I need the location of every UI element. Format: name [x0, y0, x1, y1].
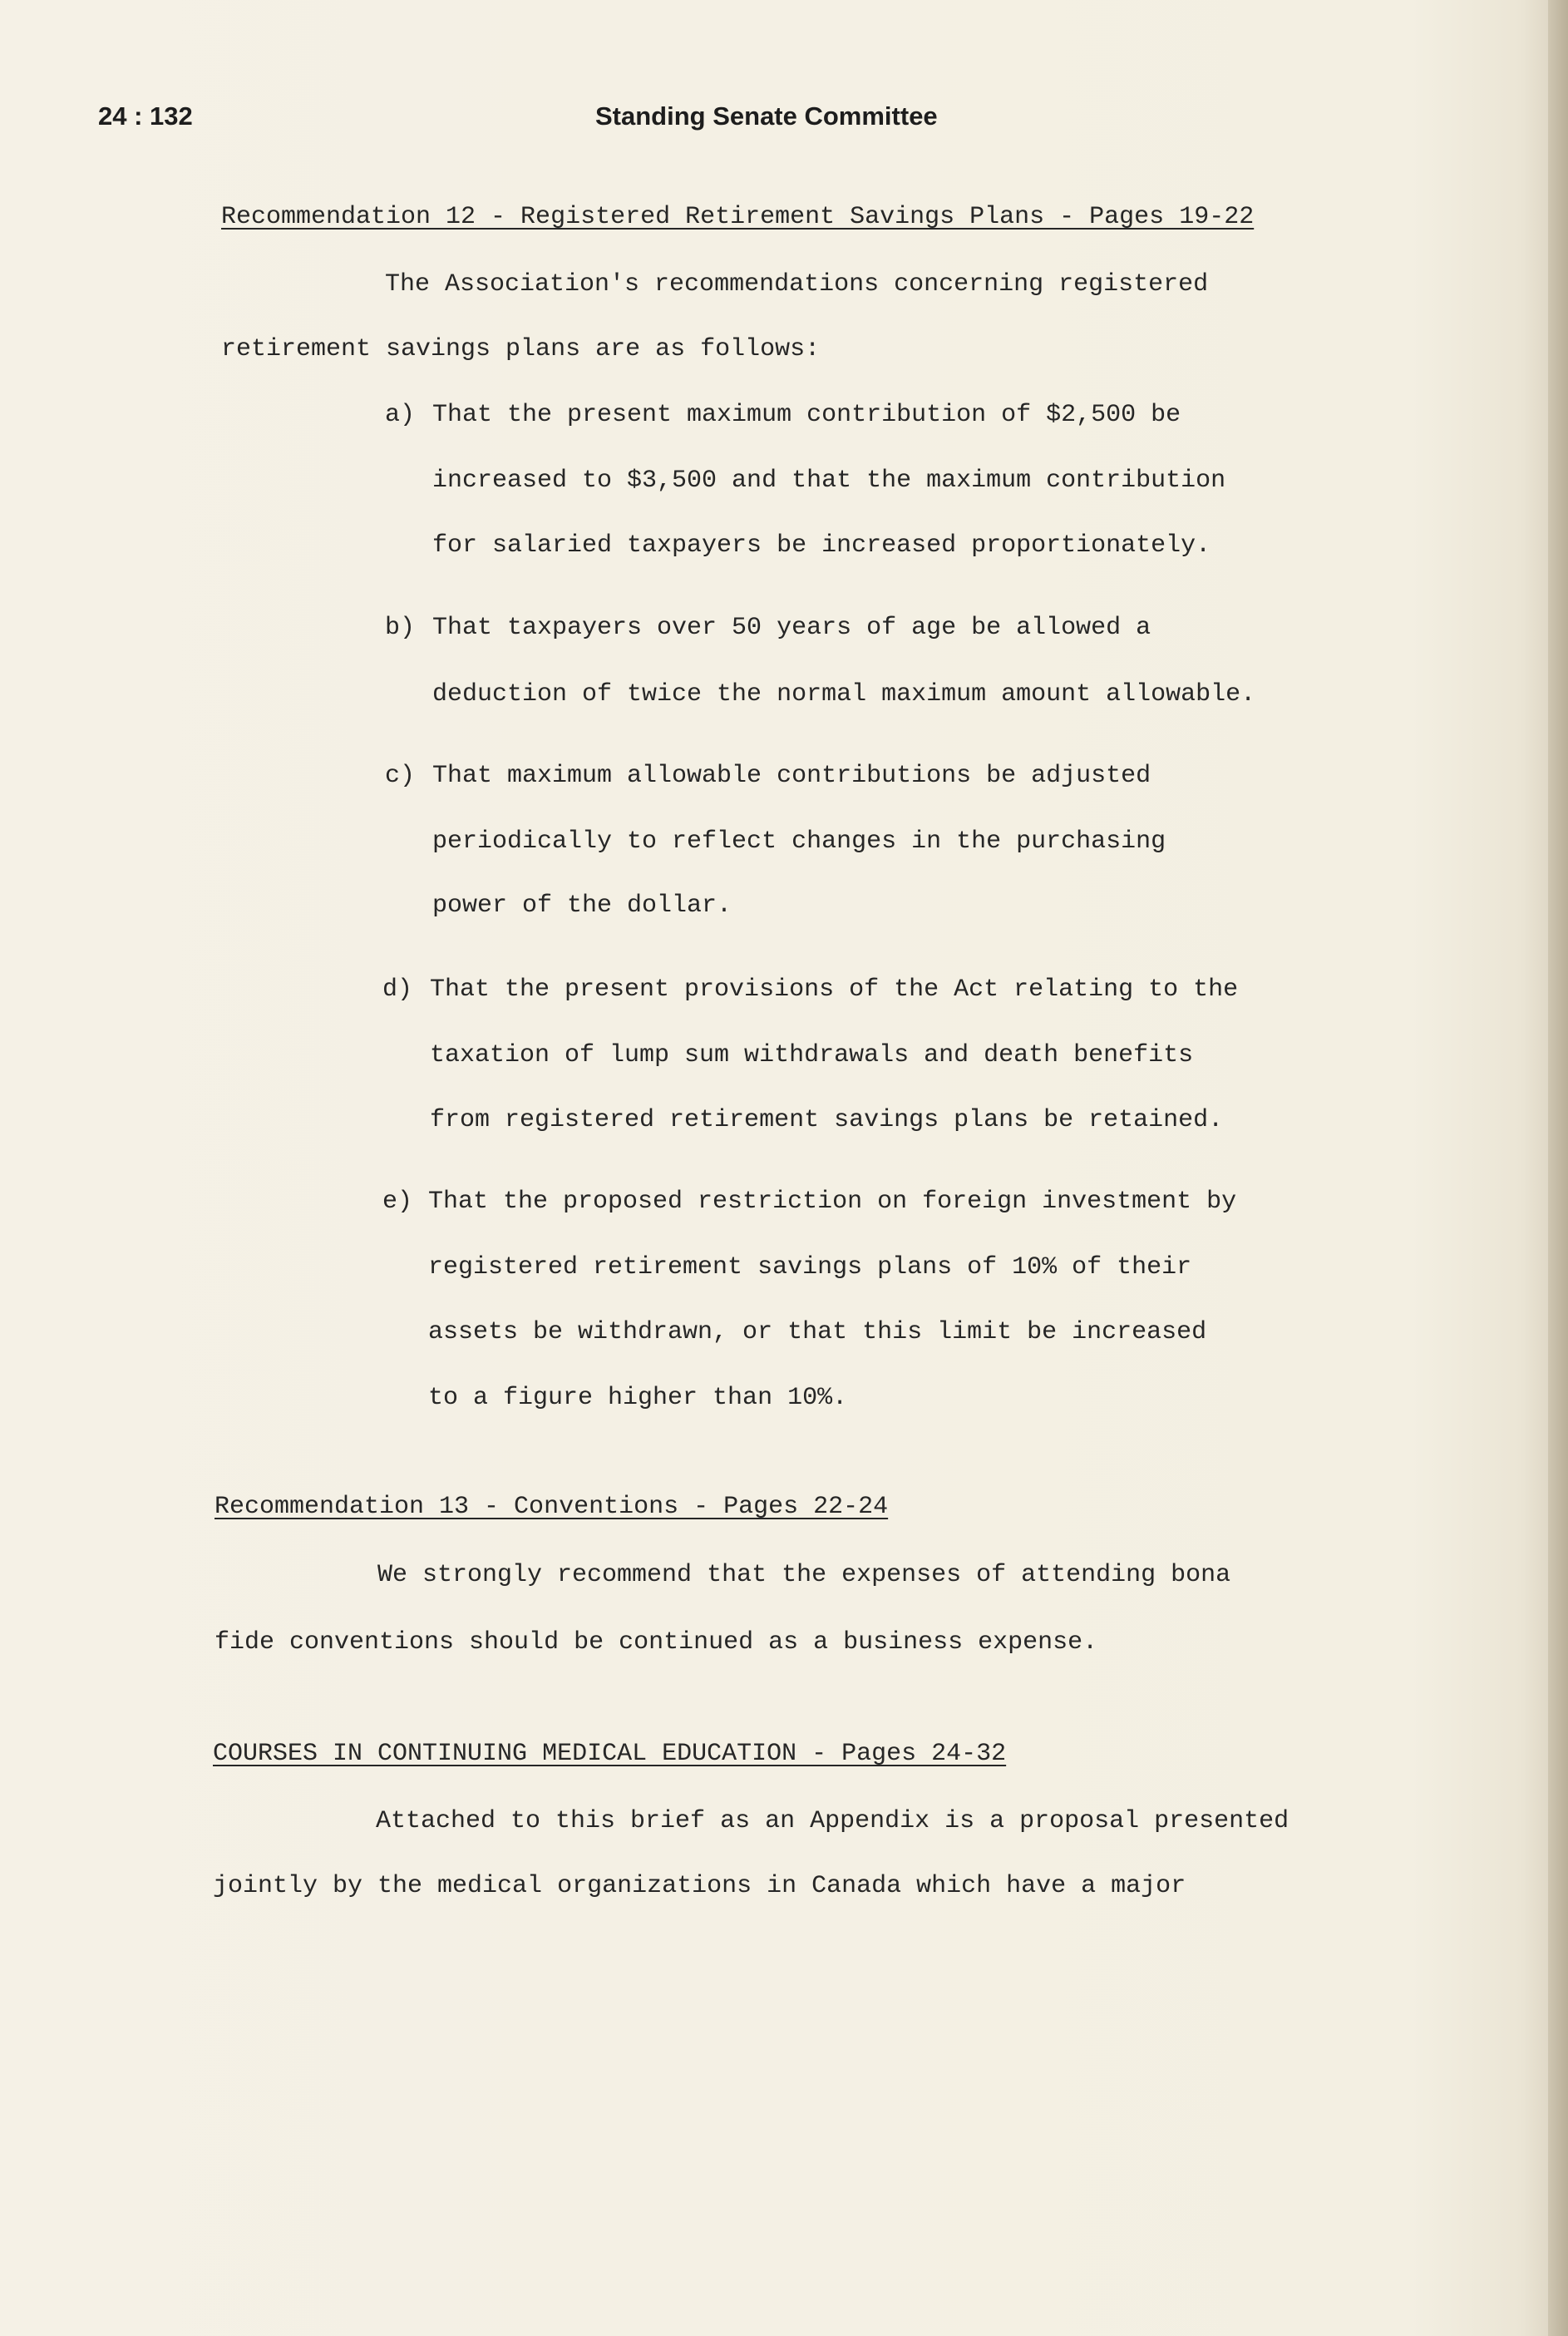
- list-item-line: registered retirement savings plans of 10% of their: [428, 1253, 1192, 1282]
- page-title: Standing Senate Committee: [595, 101, 938, 131]
- list-item-label: a): [385, 401, 416, 429]
- paragraph-line: jointly by the medical organizations in Canada which have a major: [213, 1872, 1186, 1900]
- list-item-line: deduction of twice the normal maximum amount allowable.: [432, 680, 1256, 709]
- list-item-label: d): [382, 975, 413, 1004]
- list-item-line: from registered retirement savings plans be retained.: [430, 1106, 1224, 1134]
- list-item-line: That maximum allowable contributions be adjusted: [432, 762, 1151, 790]
- list-item-line: assets be withdrawn, or that this limit be increased: [428, 1318, 1207, 1346]
- list-item-line: for salaried taxpayers be increased proportionately.: [432, 531, 1211, 560]
- list-item-label: b): [385, 614, 416, 642]
- list-item-line: That the present maximum contribution of $2,500 be: [432, 401, 1181, 429]
- paragraph-line: retirement savings plans are as follows:: [221, 335, 821, 363]
- list-item-label: c): [385, 762, 416, 790]
- paragraph-line: fide conventions should be continued as a business expense.: [214, 1628, 1098, 1657]
- list-item-line: That the proposed restriction on foreign investment by: [428, 1188, 1237, 1216]
- list-item-label: e): [382, 1188, 413, 1216]
- section-heading-courses: COURSES IN CONTINUING MEDICAL EDUCATION - Pages 24-32: [213, 1740, 1007, 1768]
- section-heading-rec13: Recommendation 13 - Conventions - Pages 22-24: [214, 1493, 889, 1521]
- list-item-line: to a figure higher than 10%.: [428, 1384, 848, 1412]
- list-item-line: periodically to reflect changes in the purchasing: [432, 827, 1166, 856]
- list-item-line: That the present provisions of the Act relating to the: [430, 975, 1239, 1004]
- section-heading-rec12: Recommendation 12 - Registered Retirement Savings Plans - Pages 19-22: [221, 203, 1255, 231]
- paragraph-line: Attached to this brief as an Appendix is a proposal presented: [376, 1807, 1289, 1835]
- list-item-line: That taxpayers over 50 years of age be allowed a: [432, 614, 1151, 642]
- list-item-line: power of the dollar.: [432, 891, 732, 920]
- list-item-line: increased to $3,500 and that the maximum contribution: [432, 467, 1226, 495]
- paragraph-line: We strongly recommend that the expenses of attending bona: [377, 1561, 1231, 1589]
- list-item-line: taxation of lump sum withdrawals and death benefits: [430, 1041, 1194, 1069]
- page-edge-shadow: [1548, 0, 1568, 2336]
- page-number: 24 : 132: [98, 101, 193, 131]
- page-header: [98, 101, 1029, 141]
- paragraph-line: The Association's recommendations concerning registered: [385, 270, 1209, 299]
